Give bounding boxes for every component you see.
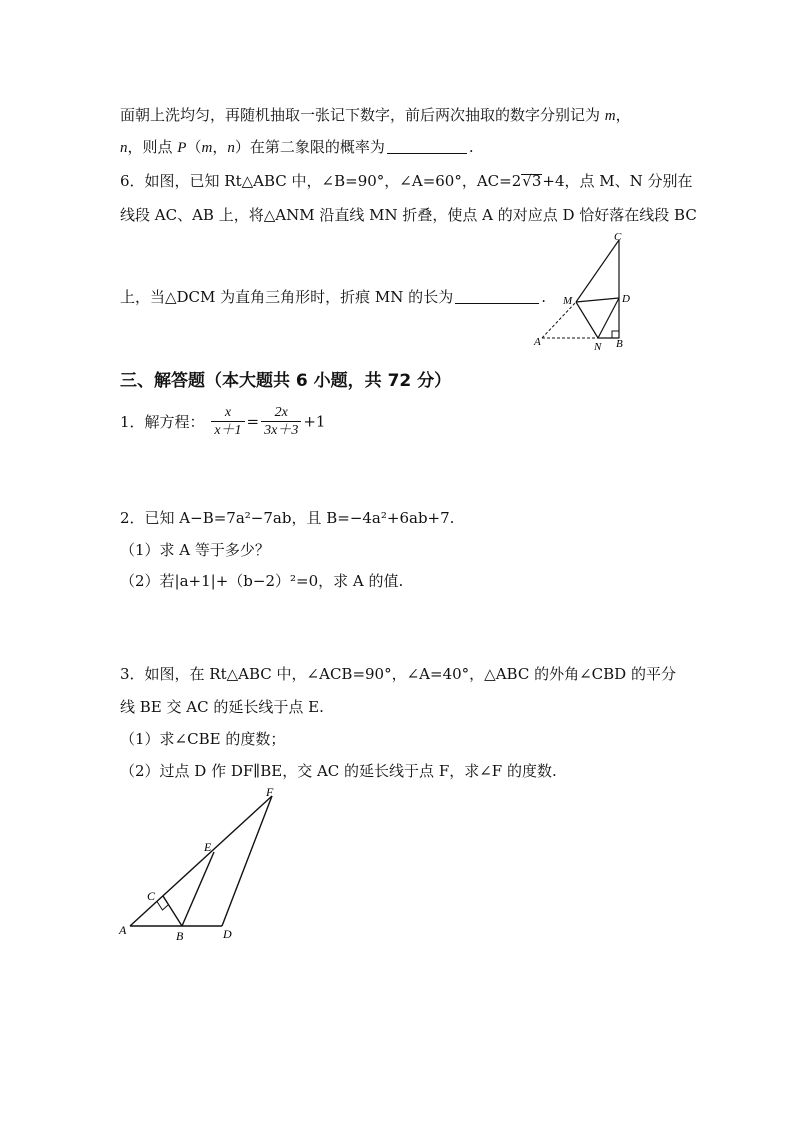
q6-text: 上，当△DCM 为直角三角形时，折痕 MN 的长为 [120, 288, 454, 306]
p3-figure [116, 784, 291, 944]
period: . [468, 138, 474, 156]
equals: = [246, 412, 260, 431]
answer-blank [387, 139, 467, 154]
fraction-left: $\frac{x}{x+1}$ [211, 404, 244, 439]
fraction-right: $\frac{2x}{3x+3}$ [261, 404, 301, 439]
paren: （ [186, 138, 202, 156]
var-p: P [177, 140, 187, 156]
q6-line-2 [120, 204, 697, 225]
label-c: C [614, 231, 622, 243]
label-f: F [266, 785, 274, 799]
q5-line-1 [120, 104, 631, 125]
sqrt-value: 3 [531, 172, 542, 190]
period: . [541, 288, 546, 306]
line-md [576, 298, 619, 302]
line-mn [576, 302, 598, 338]
line-nd [598, 298, 619, 338]
label-e: E [204, 840, 212, 854]
line-mc [576, 240, 619, 302]
var-m: m [201, 140, 213, 156]
label-c: C [147, 889, 156, 903]
p1-text: 1．解方程： [120, 413, 205, 431]
line-cb [163, 896, 182, 926]
label-n: N [594, 341, 602, 353]
label-b: B [176, 929, 184, 943]
q6-line-3 [120, 286, 546, 307]
p1-tail: +1 [303, 412, 326, 431]
label-d: D [622, 293, 630, 305]
label-a: A [534, 336, 541, 348]
var-n: n [120, 140, 128, 156]
line-df [222, 796, 272, 926]
p3-line-2: 线 BE 交 AC 的延长线于点 E. [120, 698, 324, 716]
p3-line-1: 3．如图，在 Rt△ABC 中，∠ACB=90°，∠A=40°，△ABC 的外角∠CBD 的平分 [120, 665, 676, 683]
q5-text: 面朝上洗均匀，再随机抽取一张记下数字，前后两次抽取的数字分别记为 [120, 106, 601, 124]
section-heading: 三、解答题（本大题共 6 小题，共 72 分） [120, 371, 452, 391]
paren: ） [234, 138, 250, 156]
line-am [542, 302, 576, 338]
p2-sub-1: （1）求 A 等于多少？ [120, 541, 270, 559]
p2-line-1: 2．已知 A−B=7a²−7ab，且 B=−4a²+6ab+7. [120, 509, 455, 527]
line-af [130, 796, 272, 926]
q5-line-2 [120, 136, 474, 157]
comma: ， [615, 106, 631, 124]
q5-text: ，则点 [127, 138, 173, 156]
q6-text: +4，点 M、N 分别在 [542, 172, 693, 190]
label-a: A [119, 923, 127, 937]
q6-line-1 [120, 170, 693, 191]
answer-blank [455, 289, 539, 304]
p1-line [120, 404, 325, 439]
right-angle-mark [157, 902, 168, 911]
q5-text: 在第二象限的概率为 [249, 138, 385, 156]
var-m: m [604, 108, 616, 124]
right-angle-mark [612, 331, 619, 338]
var-n: n [227, 140, 235, 156]
sqrt: √3 [522, 172, 542, 190]
comma: ， [212, 138, 228, 156]
p3-sub-2: （2）过点 D 作 DF∥BE，交 AC 的延长线于点 F，求∠F 的度数. [120, 762, 557, 780]
q6-text: 6．如图，已知 Rt△ABC 中，∠B=90°，∠A=60°，AC=2 [120, 172, 522, 190]
label-d: D [223, 927, 232, 941]
p2-sub-2: （2）若|a+1|+（b−2）²=0，求 A 的值. [120, 572, 404, 590]
q6-text: 线段 AC、AB 上，将△ANM 沿直线 MN 折叠，使点 A 的对应点 D 恰好落在线段 BC [120, 206, 697, 224]
label-m: M [563, 295, 573, 307]
p3-sub-1: （1）求∠CBE 的度数； [120, 730, 286, 748]
q6-figure [532, 228, 642, 354]
label-b: B [616, 338, 623, 350]
